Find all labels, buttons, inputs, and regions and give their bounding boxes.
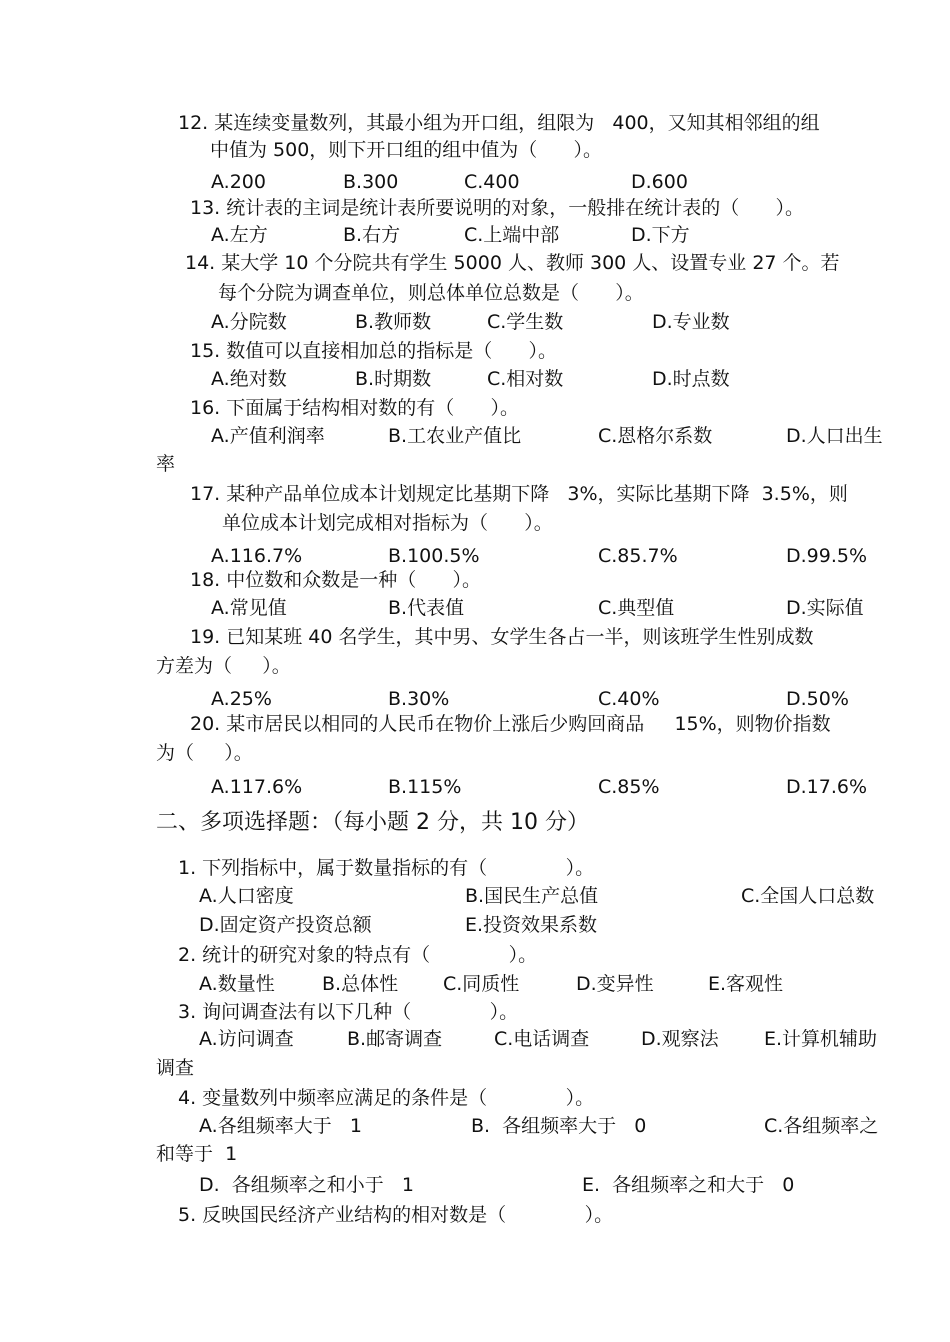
s2-q4-stem: 4. 变量数列中频率应满足的条件是（ ）。 [178,1087,595,1109]
s2-q5-stem: 5. 反映国民经济产业结构的相对数是（ ）。 [178,1204,614,1226]
s2-q4-option-a: A.各组频率大于 1 [199,1115,362,1137]
s2-q1-option-d: D.固定资产投资总额 [199,914,372,936]
q15-option-c: C.相对数 [487,368,564,390]
q20-option-a: A.117.6% [211,776,303,798]
q19-stem-line1: 19. 已知某班 40 名学生，其中男、女学生各占一半，则该班学生性别成数 [190,626,814,648]
q17-stem-line2: 单位成本计划完成相对指标为（ ）。 [222,512,553,534]
q18-option-b: B.代表值 [388,597,465,619]
q14-option-a: A.分院数 [211,311,287,333]
q18-option-a: A.常见值 [211,597,287,619]
q20-stem-line2: 为（ ）。 [156,742,253,764]
q13-option-d: D.下方 [631,224,690,246]
q16-option-b: B.工农业产值比 [388,425,522,447]
q18-option-c: C.典型值 [598,597,675,619]
s2-q1-stem: 1. 下列指标中，属于数量指标的有（ ）。 [178,857,595,879]
s2-q3-option-b: B.邮寄调查 [347,1028,443,1050]
s2-q2-option-a: A.数量性 [199,973,275,995]
q19-option-d: D.50% [786,688,849,710]
q18-option-d: D.实际值 [786,597,864,619]
q14-option-c: C.学生数 [487,311,564,333]
q12-stem-line2: 中值为 500，则下开口组的组中值为（ ）。 [210,139,603,161]
q14-stem-line1: 14. 某大学 10 个分院共有学生 5000 人、教师 300 人、设置专业 27 个。若 [185,252,840,274]
q18-stem: 18. 中位数和众数是一种（ ）。 [190,569,481,591]
s2-q4-option-c: C.各组频率之 [764,1115,879,1137]
q20-option-c: C.85% [598,776,660,798]
q12-option-b: B.300 [343,171,399,193]
s2-q3-option-a: A.访问调查 [199,1028,294,1050]
s2-q1-option-a: A.人口密度 [199,885,294,907]
q13-option-c: C.上端中部 [464,224,560,246]
q12-option-a: A.200 [211,171,266,193]
q16-option-d-wrap: 率 [156,453,176,475]
s2-q3-option-c: C.电话调查 [494,1028,590,1050]
q17-option-d: D.99.5% [786,545,868,567]
q14-option-d: D.专业数 [652,311,730,333]
s2-q4-option-b: B. 各组频率大于 0 [471,1115,647,1137]
s2-q3-option-e-wrap: 调查 [156,1057,195,1079]
q14-stem-line2: 每个分院为调查单位，则总体单位总数是（ ）。 [218,282,644,304]
s2-q1-option-c: C.全国人口总数 [741,885,875,907]
q20-option-b: B.115% [388,776,462,798]
q12-option-d: D.600 [631,171,688,193]
q19-option-a: A.25% [211,688,272,710]
q19-option-c: C.40% [598,688,660,710]
s2-q4-option-d: D. 各组频率之和小于 1 [199,1174,414,1196]
s2-q2-option-d: D.变异性 [576,973,654,995]
q16-option-d: D.人口出生 [786,425,883,447]
q12-option-c: C.400 [464,171,520,193]
q16-option-c: C.恩格尔系数 [598,425,713,447]
s2-q2-option-e: E.客观性 [708,973,784,995]
s2-q2-stem: 2. 统计的研究对象的特点有（ ）。 [178,944,538,966]
q15-stem: 15. 数值可以直接相加总的指标是（ ）。 [190,340,557,362]
q17-stem-line1: 17. 某种产品单位成本计划规定比基期下降 3%，实际比基期下降 3.5%，则 [190,483,848,505]
q14-option-b: B.教师数 [355,311,432,333]
section-two-heading: 二、多项选择题：（每小题 2 分，共 10 分） [156,810,589,835]
q13-option-a: A.左方 [211,224,268,246]
q15-option-b: B.时期数 [355,368,432,390]
s2-q4-option-c-wrap: 和等于 1 [156,1143,238,1165]
q12-stem-line1: 12. 某连续变量数列，其最小组为开口组，组限为 400，又知其相邻组的组 [178,112,820,134]
s2-q1-option-b: B.国民生产总值 [465,885,599,907]
q17-option-b: B.100.5% [388,545,480,567]
q17-option-c: C.85.7% [598,545,678,567]
s2-q1-option-e: E.投资效果系数 [465,914,598,936]
s2-q2-option-c: C.同质性 [443,973,520,995]
q19-option-b: B.30% [388,688,450,710]
q15-option-a: A.绝对数 [211,368,287,390]
q20-option-d: D.17.6% [786,776,868,798]
q13-stem: 13. 统计表的主词是统计表所要说明的对象，一般排在统计表的（ ）。 [190,197,804,219]
q13-option-b: B.右方 [343,224,401,246]
s2-q3-option-d: D.观察法 [641,1028,719,1050]
s2-q4-option-e: E. 各组频率之和大于 0 [582,1174,795,1196]
q17-option-a: A.116.7% [211,545,303,567]
q20-stem-line1: 20. 某市居民以相同的人民币在物价上涨后少购回商品 15%，则物价指数 [190,713,831,735]
s2-q3-stem: 3. 询问调查法有以下几种（ ）。 [178,1001,519,1023]
q15-option-d: D.时点数 [652,368,730,390]
q16-option-a: A.产值利润率 [211,425,325,447]
s2-q3-option-e: E.计算机辅助 [764,1028,878,1050]
q16-stem: 16. 下面属于结构相对数的有（ ）。 [190,397,519,419]
q19-stem-line2: 方差为（ ）。 [156,655,291,677]
s2-q2-option-b: B.总体性 [322,973,399,995]
